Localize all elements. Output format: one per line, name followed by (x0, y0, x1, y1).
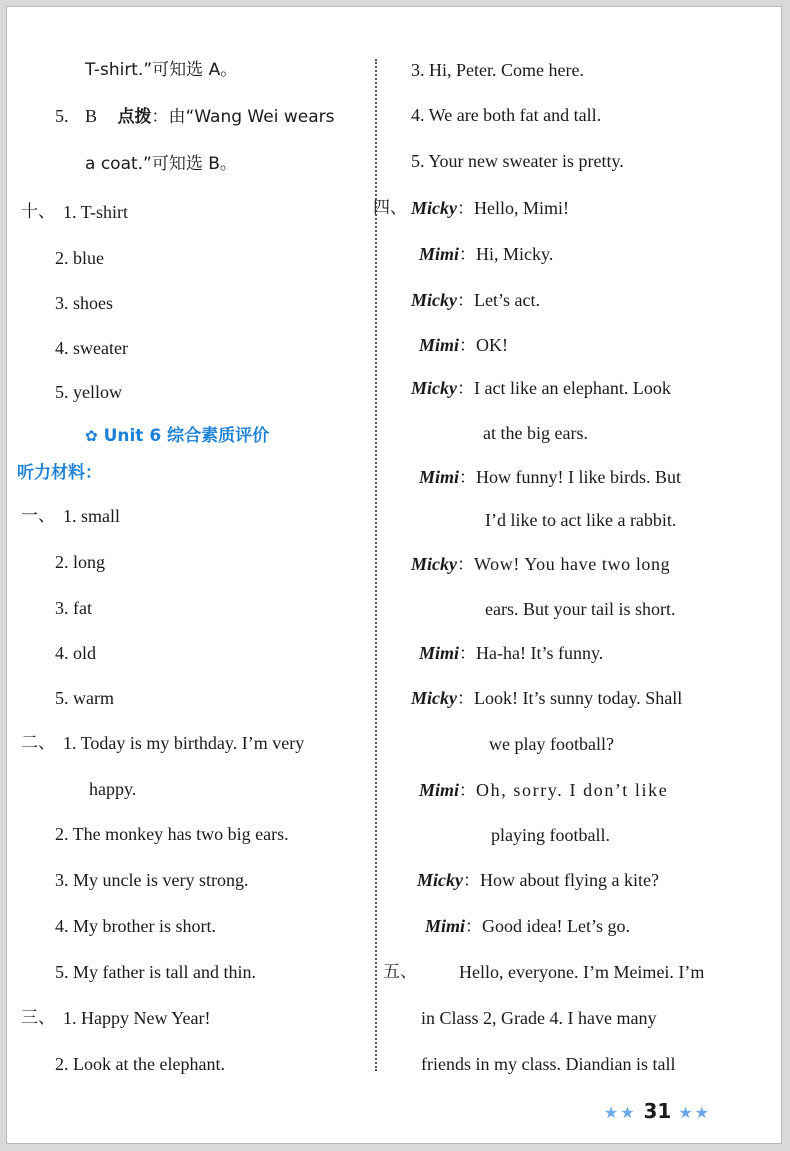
answer-continued-line: T-shirt.”可知选 A。 (85, 60, 238, 80)
answer-5-line (55, 105, 334, 128)
list-item: 5. My father is tall and thin. (55, 962, 256, 982)
dialogue-continued: at the big ears. (483, 423, 588, 443)
dialogue-line: Mimi：OK! (419, 335, 509, 356)
speaker-name: Mimi (419, 643, 460, 663)
dialogue-line: Micky：I act like an elephant. Look (411, 378, 671, 399)
star-icon: ★★ (678, 1103, 711, 1122)
list-item: 5. yellow (55, 382, 122, 402)
answer-page (6, 6, 782, 1144)
paragraph-line: friends in my class. Diandian is tall (421, 1054, 676, 1074)
speaker-name: Mimi (419, 244, 460, 264)
speaker-name: Mimi (419, 335, 460, 355)
list-item: 2. long (55, 552, 106, 572)
list-item: 2. The monkey has two big ears. (55, 824, 289, 844)
dialogue-line: Micky：Let’s act. (411, 290, 540, 311)
list-item: 1. small (63, 506, 120, 526)
speaker-name: Micky (411, 688, 457, 708)
paragraph-line: Hello, everyone. I’m Meimei. I’m (459, 962, 705, 982)
dialogue-continued: I’d like to act like a rabbit. (485, 510, 677, 530)
list-item: 2. blue (55, 248, 104, 268)
speaker-name: Micky (417, 870, 463, 890)
speaker-name: Micky (411, 290, 457, 310)
dialogue-line: Micky：Hello, Mimi! (411, 198, 569, 219)
list-item: 1. T-shirt (63, 202, 129, 222)
list-item: 5. Your new sweater is pretty. (411, 151, 624, 171)
section-10-label: 十、 (21, 202, 55, 222)
section-1-label: 一、 (21, 506, 55, 526)
paragraph-line: in Class 2, Grade 4. I have many (421, 1008, 657, 1028)
dialogue-line: Micky：Look! It’s sunny today. Shall (411, 688, 683, 709)
section-4-label: 四、 (373, 198, 407, 218)
list-item: 4. old (55, 643, 97, 663)
listening-material-label: 听力材料： (17, 463, 102, 483)
unit-heading: ✿ Unit 6 综合素质评价 (85, 426, 270, 446)
dialogue-continued: playing football. (491, 825, 610, 845)
list-item: 1. Happy New Year! (63, 1008, 211, 1028)
page-number-badge (604, 1099, 711, 1123)
speaker-name: Micky (411, 378, 457, 398)
answer-number: 5. (55, 106, 69, 126)
list-item: 2. Look at the elephant. (55, 1054, 225, 1074)
speaker-name: Mimi (425, 916, 466, 936)
speaker-name: Mimi (419, 467, 460, 487)
dialogue-line: Micky：Wow! You have two long (411, 554, 671, 575)
dialogue-line: Micky：How about flying a kite? (417, 870, 659, 891)
speaker-name: Micky (411, 198, 457, 218)
list-item: 4. sweater (55, 338, 128, 358)
section-2-label: 二、 (21, 733, 55, 753)
list-item: 1. Today is my birthday. I’m very (63, 733, 305, 753)
section-5-label: 五、 (383, 962, 417, 982)
tip-continued-line: a coat.”可知选 B。 (85, 154, 237, 174)
list-item: 5. warm (55, 688, 114, 708)
list-item-continued: happy. (89, 779, 137, 799)
section-3-label: 三、 (21, 1008, 55, 1028)
dialogue-continued: ears. But your tail is short. (485, 599, 676, 619)
dialogue-line: Mimi：Hi, Micky. (419, 244, 554, 265)
speaker-name: Mimi (419, 780, 460, 800)
paw-icon: ✿ (85, 427, 98, 445)
speaker-name: Micky (411, 554, 457, 574)
dialogue-line: Mimi：Ha-ha! It’s funny. (419, 643, 604, 664)
list-item: 3. fat (55, 598, 92, 618)
dialogue-line: Mimi：How funny! I like birds. But (419, 467, 681, 488)
list-item: 3. My uncle is very strong. (55, 870, 249, 890)
dialogue-line: Mimi：Good idea! Let’s go. (425, 916, 630, 937)
list-item: 4. My brother is short. (55, 916, 216, 936)
list-item: 4. We are both fat and tall. (411, 105, 602, 125)
dialogue-continued: we play football? (489, 734, 614, 754)
list-item: 3. Hi, Peter. Come here. (411, 60, 584, 80)
page-number: 31 (643, 1099, 672, 1123)
star-icon: ★★ (603, 1103, 637, 1122)
tip-label: 点拨 (117, 107, 152, 127)
dialogue-line: Mimi：Oh, sorry. I don’t like (419, 780, 669, 801)
answer-choice: B (85, 106, 98, 126)
tip-text: ：由“Wang Wei wears (151, 107, 335, 127)
list-item: 3. shoes (55, 293, 113, 313)
